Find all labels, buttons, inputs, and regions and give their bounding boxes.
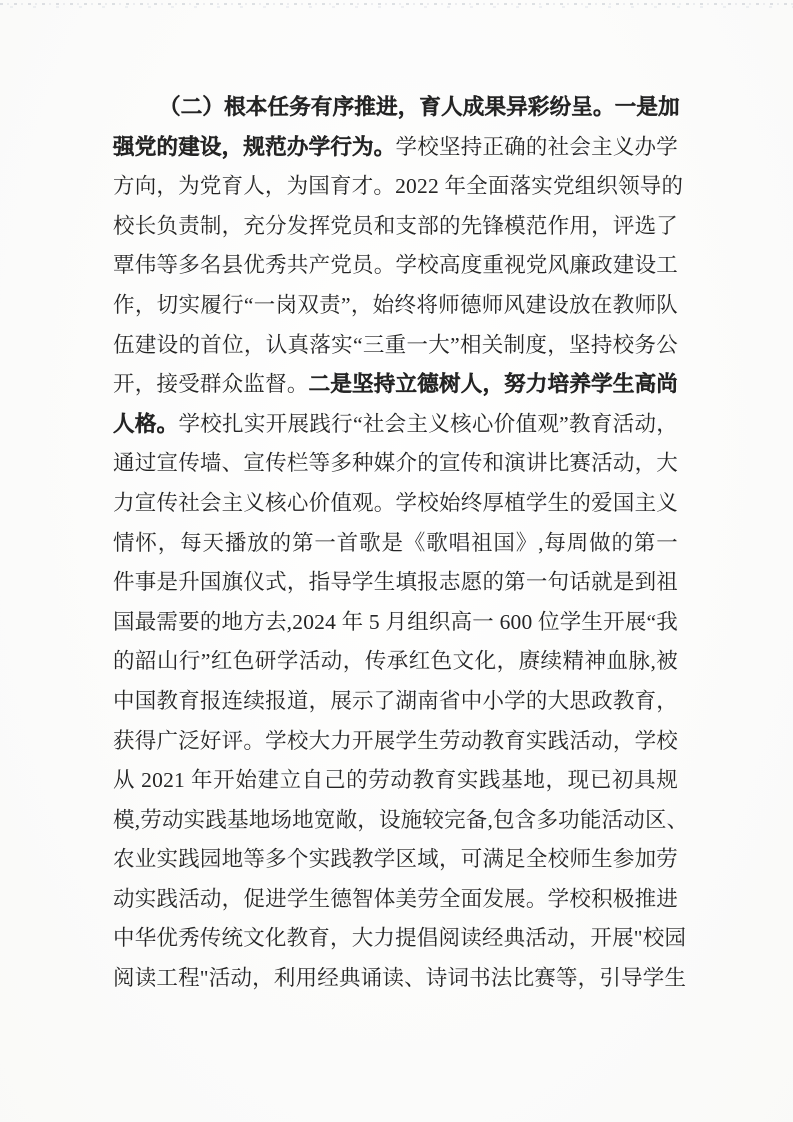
text-line [113, 642, 678, 682]
text-line [113, 840, 678, 880]
text-line [113, 484, 678, 524]
bold-text-segment: 二是坚持立德树人，努力培养学生高尚 [308, 372, 678, 397]
text-line [113, 524, 678, 564]
text-segment: 中国教育报连续报道，展示了湖南省中小学的大思政教育， [113, 688, 678, 713]
text-line [113, 761, 678, 801]
text-line [113, 405, 678, 445]
text-segment: 阅读工程"活动，利用经典诵读、诗词书法比赛等，引导学生 [113, 966, 687, 991]
text-line [113, 365, 678, 405]
text-segment: 伍建设的首位，认真落实“三重一大”相关制度，坚持校务公 [113, 332, 678, 357]
text-segment: 通过宣传墙、宣传栏等多种媒介的宣传和演讲比赛活动，大 [113, 451, 678, 476]
text-line [113, 682, 678, 722]
text-segment: 中华优秀传统文化教育，大力提倡阅读经典活动，开展"校园 [113, 926, 687, 951]
bold-text-segment: 人格。 [113, 411, 179, 436]
text-line [113, 207, 678, 247]
document-body [113, 88, 689, 999]
text-segment: 开，接受群众监督。 [113, 372, 309, 397]
text-line [113, 286, 678, 326]
text-line [113, 88, 678, 128]
text-segment: 国最需要的地方去,2024 年 5 月组织高一 600 位学生开展“我 [113, 609, 678, 634]
text-segment: 从 2021 年开始建立自己的劳动教育实践基地，现已初具规 [113, 768, 678, 793]
text-line [113, 128, 678, 168]
text-segment: 方向，为党育人，为国育才。2022 年全面落实党组织领导的 [113, 174, 684, 199]
text-line [113, 444, 678, 484]
text-line [113, 722, 678, 762]
text-segment: 的韶山行”红色研学活动，传承红色文化，赓续精神血脉,被 [113, 649, 678, 674]
text-line [113, 880, 678, 920]
text-line [113, 246, 678, 286]
text-segment: 学校扎实开展践行“社会主义核心价值观”教育活动， [178, 411, 678, 436]
text-segment: 件事是升国旗仪式，指导学生填报志愿的第一句话就是到祖 [113, 570, 678, 595]
text-segment: 农业实践园地等多个实践教学区域，可满足全校师生参加劳 [113, 847, 678, 872]
text-line [113, 919, 687, 959]
text-segment: 覃伟等多名县优秀共产党员。学校高度重视党风廉政建设工 [113, 253, 678, 278]
bold-text-segment: （二）根本任务有序推进，育人成果异彩纷呈。一是加 [159, 95, 680, 119]
text-line [113, 603, 678, 643]
text-line [113, 167, 684, 207]
text-segment: 动实践活动，促进学生德智体美劳全面发展。学校积极推进 [113, 886, 678, 911]
text-segment: 情怀，每天播放的第一首歌是《歌唱祖国》,每周做的第一 [113, 530, 678, 555]
text-segment: 模,劳动实践基地场地宽敞，设施较完备,包含多功能活动区、 [113, 807, 689, 832]
text-line [113, 563, 678, 603]
text-line [113, 959, 687, 999]
text-line [113, 801, 689, 841]
text-segment: 力宣传社会主义核心价值观。学校始终厚植学生的爱国主义 [113, 490, 678, 515]
text-line [113, 326, 678, 366]
text-segment: 作，切实履行“一岗双责”，始终将师德师风建设放在教师队 [113, 292, 678, 317]
text-segment: 获得广泛好评。学校大力开展学生劳动教育实践活动，学校 [113, 728, 678, 753]
text-segment: 学校坚持正确的社会主义办学 [395, 134, 678, 159]
bold-text-segment: 强党的建设，规范办学行为。 [113, 134, 396, 159]
text-segment: 校长负责制，充分发挥党员和支部的先锋模范作用，评选了 [113, 213, 678, 238]
scan-noise-line [0, 3, 793, 9]
